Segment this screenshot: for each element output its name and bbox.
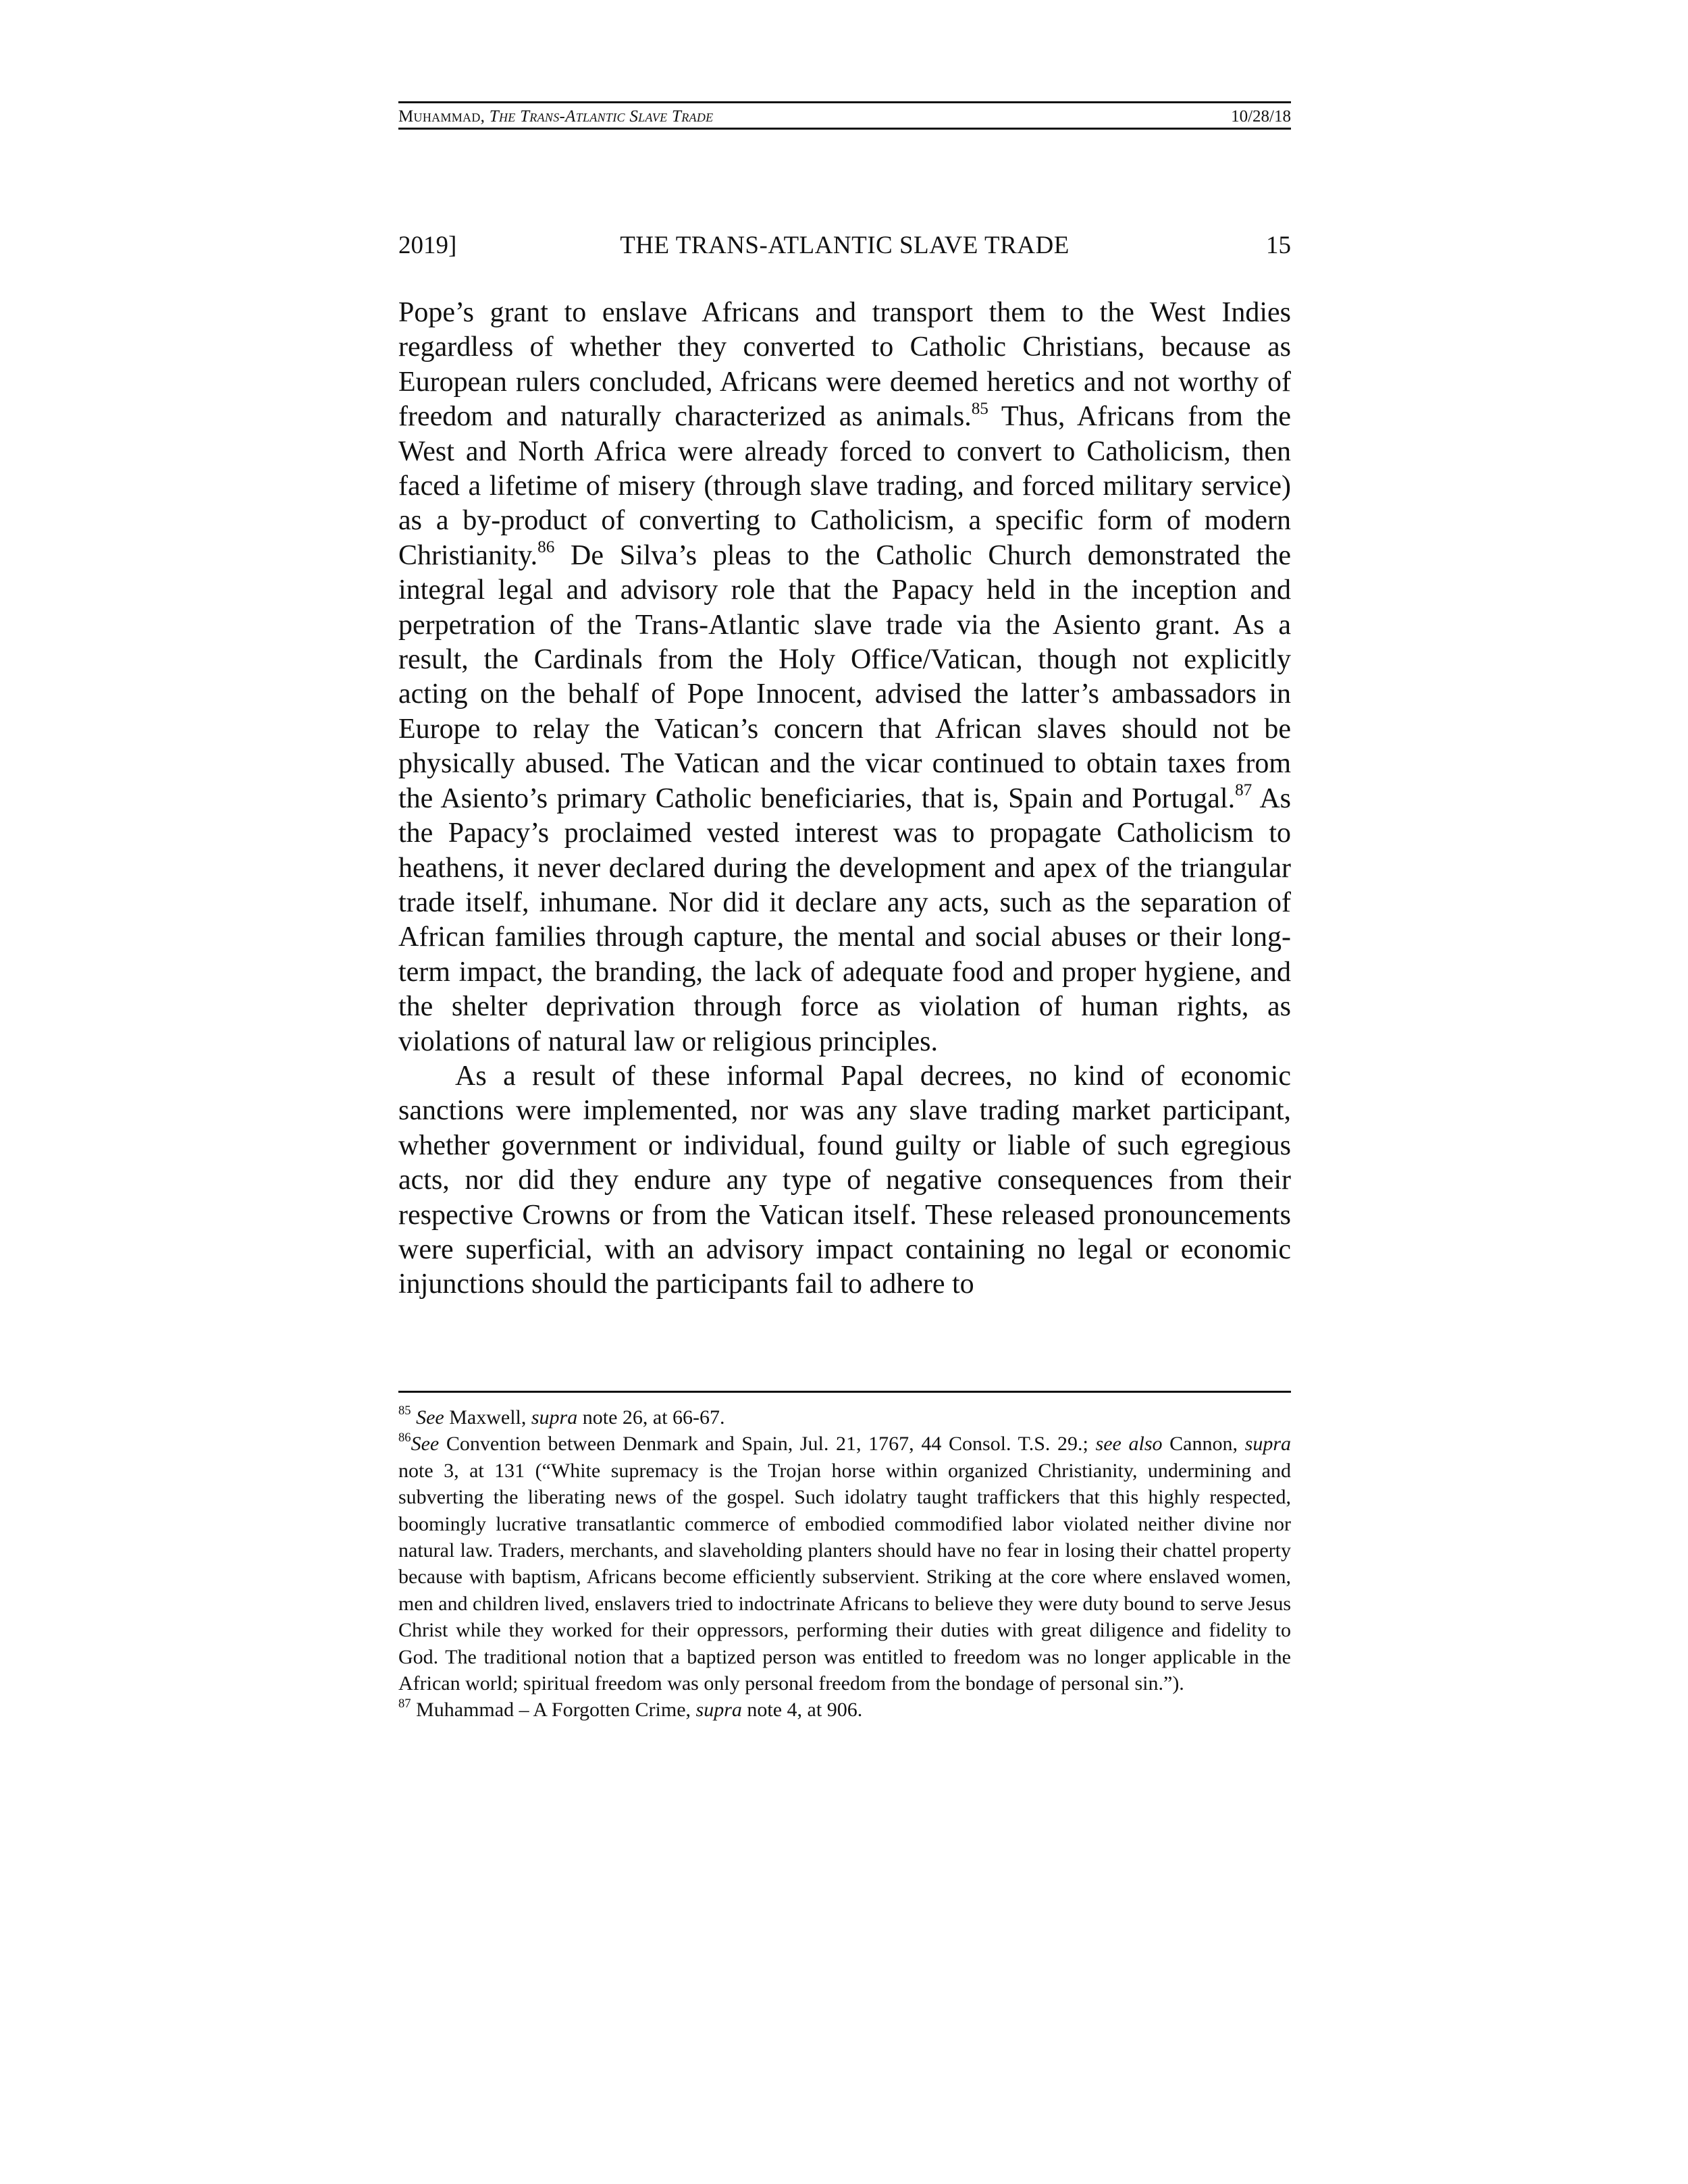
running-header-title: The Trans-Atlantic Slave Trade <box>489 107 714 126</box>
footnote-87-part2: note 4, at 906. <box>741 1699 863 1722</box>
footnote-87-part1: Muhammad – A Forgotten Crime, <box>411 1699 696 1722</box>
page-number: 15 <box>1266 232 1291 259</box>
paragraph-1-sentence-4: As the Papacy’s proclaimed vested interest was to propagate Catholicism to heathens, it never declared during the development and apex of the triangular trade itself, inhumane. Nor did it declare any acts, such as the separation of African families through capture, the mental and social abuses or their long-term impact, the branding, the lack of adequate food and proper hygiene, and the shelter deprivation through force as violation of human rights, as violations of natural law or religious principles. <box>398 782 1292 1057</box>
paragraph-1-sentence-2: Thus, Africans from the West and North Africa were already forced to convert to Catholicism, then faced a lifetime of misery (through slave trading, and forced military service) as a by-product of converting to Catholicism, a specific form of modern Christianity. <box>398 401 1292 571</box>
footnote-87 <box>398 1697 1291 1723</box>
running-header-date: 10/28/18 <box>1231 107 1291 126</box>
footnote-86-number: 86 <box>398 1430 411 1445</box>
footnote-ref-86: 86 <box>537 538 555 557</box>
volume-year: 2019] <box>398 232 457 259</box>
page-header <box>398 231 1291 261</box>
footnote-86 <box>398 1431 1291 1697</box>
footnote-divider <box>398 1391 1291 1393</box>
footnote-85-supra: supra <box>531 1406 578 1429</box>
paragraph-1 <box>398 296 1291 1059</box>
footnote-86-see-also: see also <box>1095 1433 1163 1456</box>
footnote-86-part3: note 3, at 131 (“White supremacy is the Trojan horse within organized Christianity, undermining and subverting the liberating news of the gospel. Such idolatry taught traffickers that this highly respected, boomingly lucrative transatlantic commerce of embodied commodified labor violated neither divine nor natural law. Traders, merchants, and slaveholding planters should have no fear in losing their chattel property because with baptism, Africans become efficiently subservient. Striking at the core where enslaved women, men and children lived, enslavers tried to indoctrinate Africans to believe they were duty bound to serve Jesus Christ while they worked for their oppressors, performing their duties with great diligence and fidelity to God. The traditional notion that a baptized person was entitled to freedom was no longer applicable in the African world; spiritual freedom was only personal freedom from the bondage of personal sin.”). <box>398 1459 1291 1695</box>
footnote-85-number: 85 <box>398 1404 411 1418</box>
paragraph-1-sentence-1: Pope’s grant to enslave Africans and transport them to the West Indies regardless of whether they converted to Catholic Christians, because as European rulers concluded, Africans were deemed heretics and not worthy of freedom and naturally characterized as animals. <box>398 297 1291 433</box>
footnotes <box>398 1404 1291 1724</box>
paragraph-1-sentence-3: De Silva’s pleas to the Catholic Church demonstrated the integral legal and advisory role that the Papacy held in the inception and perpetration of the Trans-Atlantic slave trade via the Asiento grant. As a result, the Cardinals from the Holy Office/Vatican, though not explicitly acting on the behalf of Pope Innocent, advised the latter’s ambassadors in Europe to relay the Vatican’s concern that African slaves should not be physically abused. The Vatican and the vicar continued to obtain taxes from the Asiento’s primary Catholic beneficiaries, that is, Spain and Portugal. <box>398 539 1291 814</box>
footnote-87-number: 87 <box>398 1696 411 1711</box>
footnote-86-signal: See <box>411 1433 440 1456</box>
footnote-ref-87: 87 <box>1235 781 1252 800</box>
footnote-85-signal: See <box>416 1406 444 1429</box>
footnote-85-pin: note 26, at 66-67. <box>577 1406 725 1429</box>
footnote-ref-85: 85 <box>971 399 988 418</box>
footnote-86-part1: Convention between Denmark and Spain, Jul. 21, 1767, 44 Consol. T.S. 29.; <box>439 1433 1096 1456</box>
running-header-comma: , <box>480 107 490 126</box>
running-header-author: Muhammad <box>398 107 481 126</box>
running-header <box>398 101 1291 130</box>
footnote-85 <box>398 1404 1291 1431</box>
footnote-85-author: Maxwell, <box>444 1406 531 1429</box>
paragraph-2: As a result of these informal Papal decrees, no kind of economic sanctions were implemented, nor was any slave trading market participant, whether government or individual, found guilty or liable of such egregious acts, nor did they endure any type of negative consequences from their respective Crowns or from the Vatican itself. These released pronouncements were superficial, with an advisory impact containing no legal or economic injunctions should the participants fail to adhere to <box>398 1060 1291 1300</box>
body-text <box>398 296 1291 1302</box>
footnote-87-supra: supra <box>695 1699 742 1722</box>
footnote-86-supra: supra <box>1244 1433 1291 1456</box>
page-title: THE TRANS-ATLANTIC SLAVE TRADE <box>620 232 1070 259</box>
footnote-86-part2: Cannon, <box>1162 1433 1245 1456</box>
running-header-citation <box>398 107 713 126</box>
